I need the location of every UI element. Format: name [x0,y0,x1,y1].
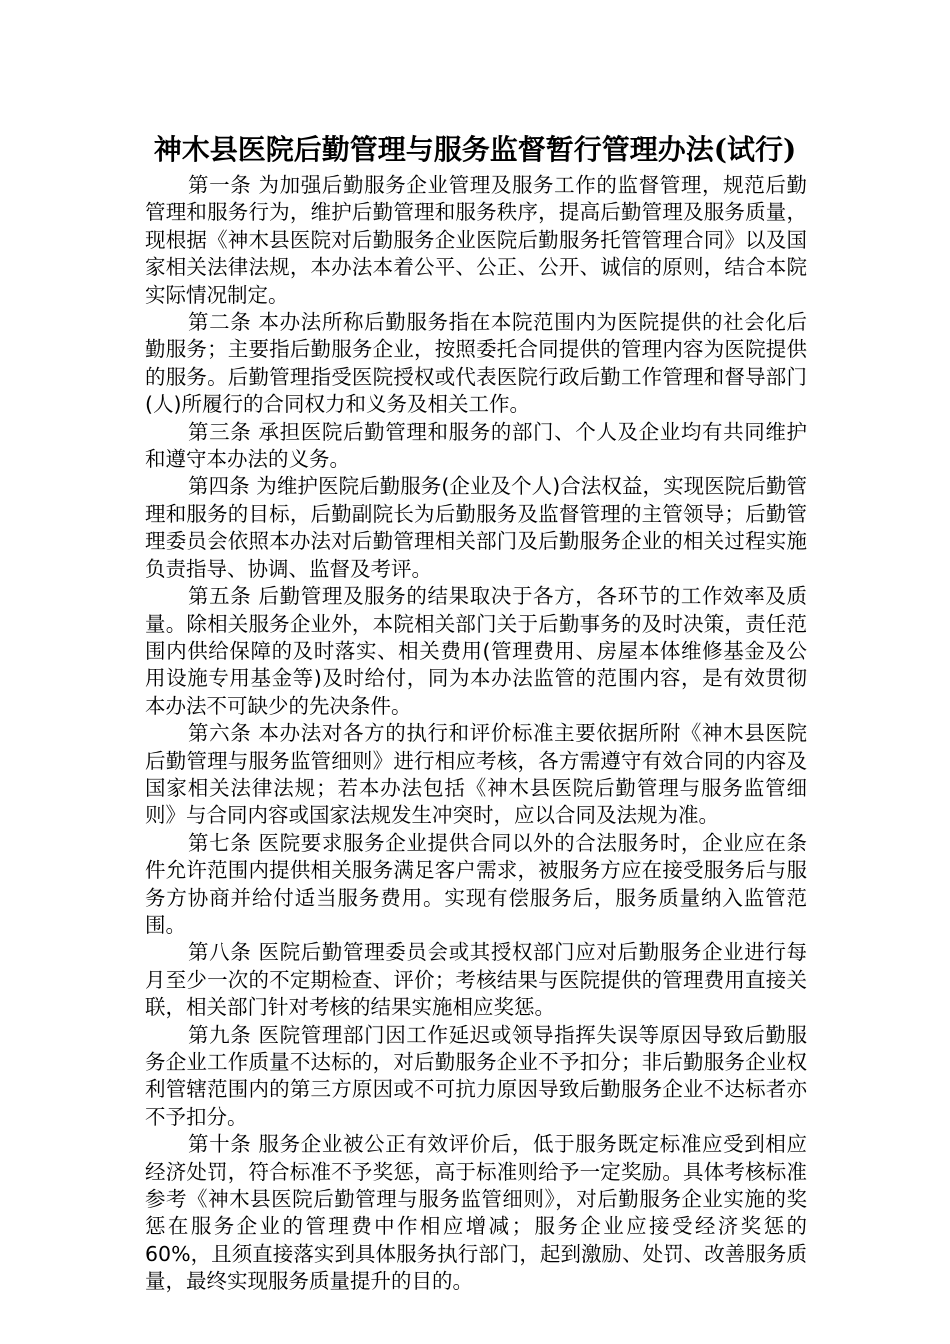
article-6: 第六条 本办法对各方的执行和评价标准主要依据所附《神木县医院后勤管理与服务监管细则》进行相应考核，各方需遵守有效合同的内容及国家相关法律法规；若本办法包括《神木县医院后勤管理与服务监管细则》与合同内容或国家法规发生冲突时，应以合同及法规为准。 [145,721,807,828]
article-8: 第八条 医院后勤管理委员会或其授权部门应对后勤服务企业进行每月至少一次的不定期检查、评价；考核结果与医院提供的管理费用直接关联，相关部门针对考核的结果实施相应奖惩。 [145,940,807,1020]
document-title: 神木县医院后勤管理与服务监督暂行管理办法(试行) [153,133,797,166]
article-3: 第三条 承担医院后勤管理和服务的部门、个人及企业均有共同维护和遵守本办法的义务。 [145,419,807,472]
article-7: 第七条 医院要求服务企业提供合同以外的合法服务时，企业应在条件允许范围内提供相关服务满足客户需求，被服务方应在接受服务后与服务方协商并给付适当服务费用。实现有偿服务后，服务质量纳入监管范围。 [145,830,807,937]
article-4: 第四条 为维护医院后勤服务(企业及个人)合法权益，实现医院后勤管理和服务的目标，后勤副院长为后勤服务及监督管理的主管领导；后勤管理委员会依照本办法对后勤管理相关部门及后勤服务企业的相关过程实施负责指导、协调、监督及考评。 [145,474,807,581]
article-5: 第五条 后勤管理及服务的结果取决于各方，各环节的工作效率及质量。除相关服务企业外，本院相关部门关于后勤事务的及时决策，责任范围内供给保障的及时落实、相关费用(管理费用、房屋本体维修基金及公用设施专用基金等)及时给付，同为本办法监管的范围内容，是有效贯彻本办法不可缺少的先决条件。 [145,584,807,718]
article-9: 第九条 医院管理部门因工作延迟或领导指挥失误等原因导致后勤服务企业工作质量不达标的，对后勤服务企业不予扣分；非后勤服务企业权利管辖范围内的第三方原因或不可抗力原因导致后勤服务企业不达标者亦不予扣分。 [145,1022,807,1129]
article-10: 第十条 服务企业被公正有效评价后，低于服务既定标准应受到相应经济处罚，符合标准不予奖惩，高于标准则给予一定奖励。具体考核标准参考《神木县医院后勤管理与服务监管细则》，对后勤服务企业实施的奖惩在服务企业的管理费中作相应增减；服务企业应接受经济奖惩的 60%，且须直接落实到具体服务执行部门，起到激励、处罚、改善服务质量，最终实现服务质量提升的目的。 [145,1132,807,1294]
article-1: 第一条 为加强后勤服务企业管理及服务工作的监督管理，规范后勤管理和服务行为，维护后勤管理和服务秩序，提高后勤管理及服务质量，现根据《神木县医院对后勤服务企业医院后勤服务托管管理合同》以及国家相关法律法规，本办法本着公平、公正、公开、诚信的原则，结合本院实际情况制定。 [145,173,807,307]
article-2: 第二条 本办法所称后勤服务指在本院范围内为医院提供的社会化后勤服务；主要指后勤服务企业，按照委托合同提供的管理内容为医院提供的服务。后勤管理指受医院授权或代表医院行政后勤工作管理和督导部门(人)所履行的合同权力和义务及相关工作。 [145,310,807,417]
document-body [145,172,807,1296]
